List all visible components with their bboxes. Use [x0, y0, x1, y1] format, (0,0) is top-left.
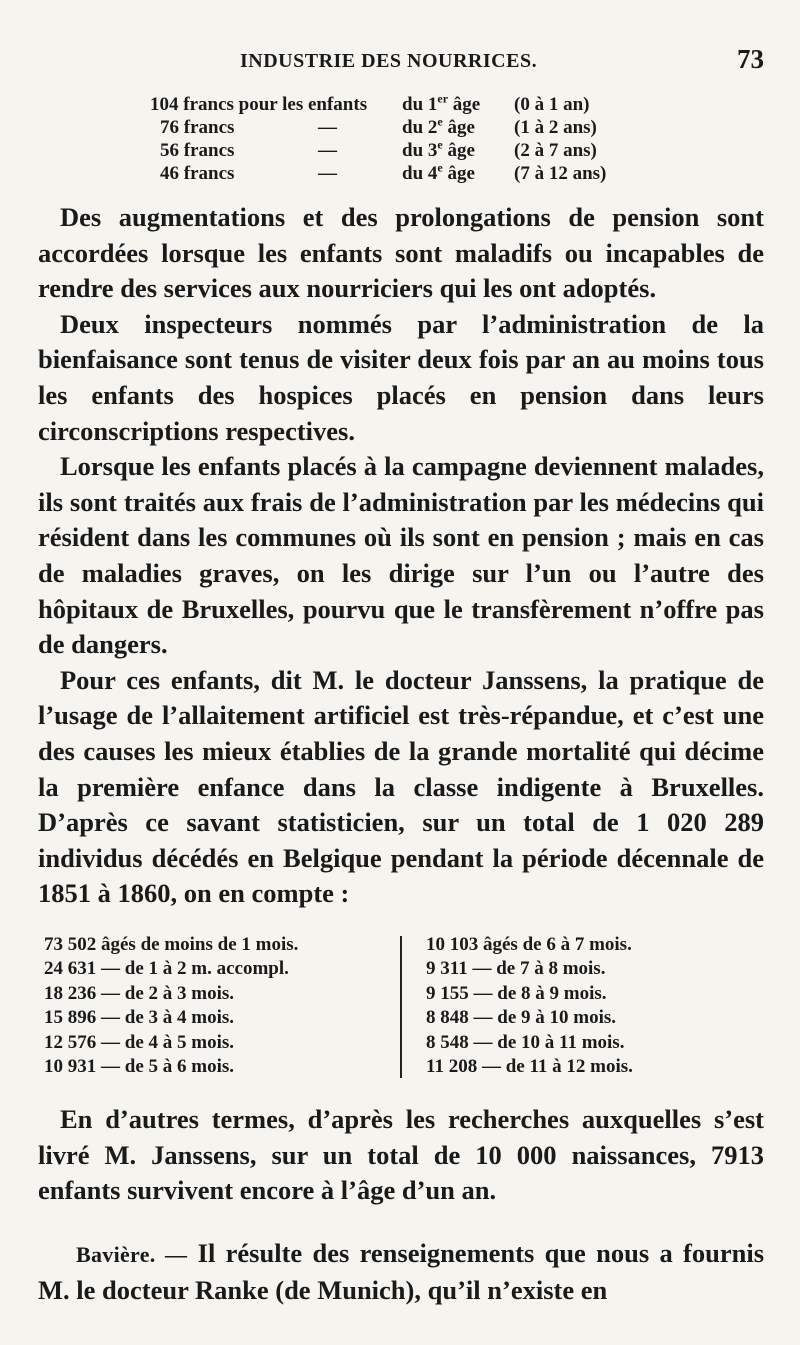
ditto-dash: —: [318, 140, 337, 161]
pension-amount: 104 francs pour les enfants: [150, 94, 368, 115]
section-text: Il résulte des renseignements que nous a fournis M. le docteur Ranke (de Munich), qu’il n’existe en: [38, 1238, 765, 1305]
pension-amount: 56 francs: [160, 140, 235, 161]
age-ordinal: du 4e âge: [402, 160, 475, 184]
age-column-left: [44, 934, 394, 1080]
age-range: (2 à 7 ans): [514, 140, 597, 161]
age-column-right: [426, 934, 756, 1080]
pension-rate-table: [150, 91, 670, 186]
age-row: 15 896 — de 3 à 4 mois.: [44, 1007, 234, 1029]
age-range: (7 à 12 ans): [514, 163, 607, 184]
pension-amount: 76 francs: [160, 117, 235, 138]
page-number: 73: [737, 44, 764, 74]
pension-row: [150, 137, 670, 163]
mortality-age-table: [44, 934, 744, 1084]
age-range: (1 à 2 ans): [514, 117, 597, 138]
page-header: [0, 44, 800, 76]
age-row: 18 236 — de 2 à 3 mois.: [44, 982, 234, 1004]
age-ordinal: du 2e âge: [402, 114, 475, 138]
age-row: 73 502 âgés de moins de 1 mois.: [44, 934, 299, 955]
age-row: 10 103 âgés de 6 à 7 mois.: [426, 934, 632, 955]
age-range: (0 à 1 an): [514, 94, 590, 115]
paragraph: Deux inspecteurs nommés par l’administration de la bienfaisance sont tenus de visiter deux fois par an au moins tous les enfants des hospices placés en pension dans leurs circonscriptions respectives.: [38, 308, 764, 446]
paragraph: Lorsque les enfants placés à la campagne deviennent malades, ils sont traités aux frais de l’administration par les médecins qui résident dans les communes où ils sont en pension ; mais en cas de maladies graves, on les dirige sur l’un ou l’autre des hôpitaux de Bruxelles, pourvu que le transfèrement n’offre pas de dangers.: [38, 451, 764, 660]
baviere-section: [38, 1236, 764, 1308]
age-row: 9 155 — de 8 à 9 mois.: [426, 982, 607, 1004]
age-row: 24 631 — de 1 à 2 m. accompl.: [44, 958, 289, 980]
pension-row: [150, 91, 670, 117]
body-text: [38, 200, 764, 912]
section-title: Bavière. —: [76, 1242, 188, 1267]
pension-row: [150, 160, 670, 186]
pension-amount: 46 francs: [160, 163, 235, 184]
paragraph: Des augmentations et des prolongations de pension sont accordées lorsque les enfants sont maladifs ou incapables de rendre des services aux nourriciers qui les ont adoptés.: [38, 202, 764, 304]
paragraph: En d’autres termes, d’après les recherches auxquelles s’est livré M. Janssens, sur un total de 10 000 naissances, 7913 enfants survivent encore à l’âge d’un an.: [38, 1104, 764, 1206]
age-row: 8 848 — de 9 à 10 mois.: [426, 1007, 616, 1029]
age-ordinal: du 1er âge: [402, 91, 481, 115]
paragraph: Pour ces enfants, dit M. le docteur Janssens, la pratique de l’usage de l’allaitement artificiel est très-répandue, et c’est une des causes les mieux établies de la grande mortalité qui décime la première enfance dans la classe indigente à Bruxelles. D’après ce savant statisticien, sur un total de 1 020 289 individus décédés en Belgique pendant la période décennale de 1851 à 1860, on en compte :: [38, 664, 764, 909]
age-row: 9 311 — de 7 à 8 mois.: [426, 958, 606, 980]
age-ordinal: du 3e âge: [402, 137, 475, 161]
running-head: INDUSTRIE DES NOURRICES.: [240, 50, 538, 72]
age-row: 8 548 — de 10 à 11 mois.: [426, 1031, 625, 1053]
column-divider: [400, 936, 402, 1078]
age-row: 12 576 — de 4 à 5 mois.: [44, 1031, 234, 1053]
ditto-dash: —: [318, 117, 337, 138]
paragraph: [38, 1236, 764, 1308]
ditto-dash: —: [318, 163, 337, 184]
pension-row: [150, 114, 670, 140]
age-row: 11 208 — de 11 à 12 mois.: [426, 1055, 633, 1077]
conclusion-text: [38, 1102, 764, 1209]
age-row: 10 931 — de 5 à 6 mois.: [44, 1055, 234, 1077]
